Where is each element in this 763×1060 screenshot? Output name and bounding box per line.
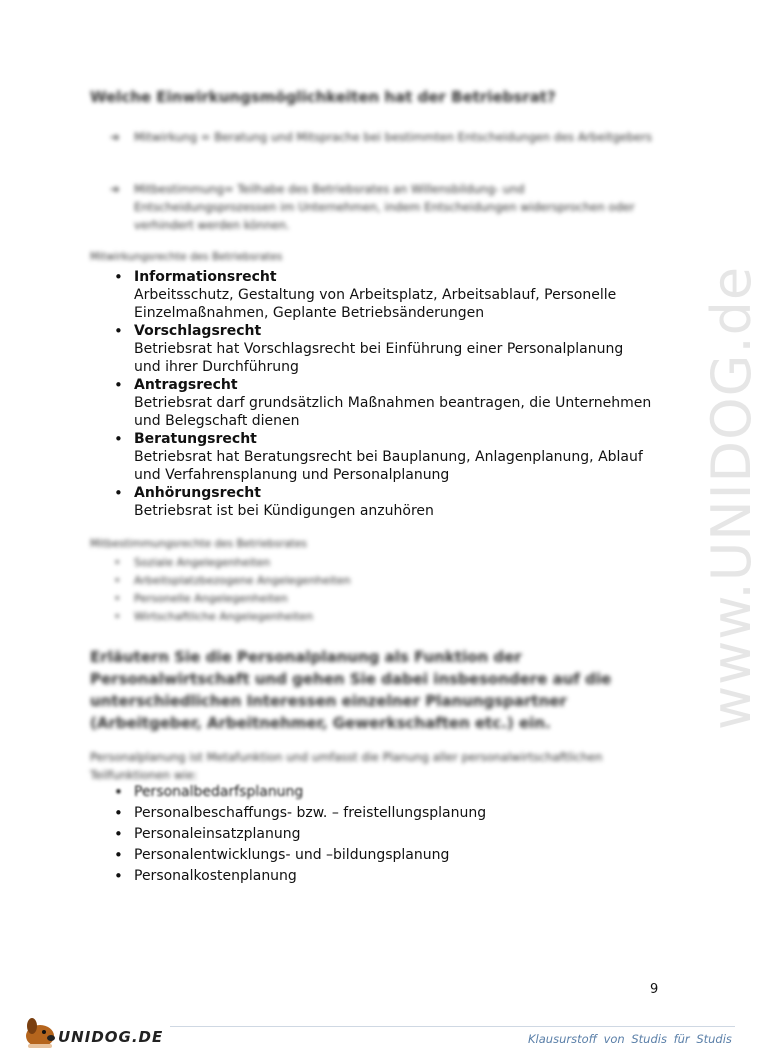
list-item: • Arbeitsplatzbezogene Angelegenheiten (112, 572, 351, 590)
arrow-item-mitbestimmung (112, 180, 652, 234)
rights-list (112, 268, 652, 520)
right-term: • Anhörungsrecht (134, 485, 261, 501)
planning-list (112, 782, 486, 887)
list-item (112, 322, 652, 376)
intro-paragraph: Personalplanung ist Metafunktion und umfasst die Planung aller personalwirtschaftlichen Teilfunktionen wie: (90, 750, 603, 782)
mitwirkung-heading: Mitwirkungsrechte des Betriebsrates (90, 251, 283, 263)
page-number: 9 (650, 982, 659, 997)
right-description: Betriebsrat hat Beratungsrecht bei Bauplanung, Anlagenplanung, Ablauf und Verfahrensplanung und Personalplanung (134, 449, 643, 483)
right-term: • Antragsrecht (134, 377, 238, 393)
list-item: • Personalkostenplanung (112, 866, 486, 887)
list-item: • Wirtschaftliche Angelegenheiten (112, 608, 351, 626)
list-item: • Personalentwicklungs- und –bildungsplanung (112, 845, 486, 866)
right-term: • Beratungsrecht (134, 431, 257, 447)
list-item (112, 268, 652, 322)
arrow-right-icon: ➔ (110, 182, 120, 196)
footer-divider (170, 1026, 735, 1027)
mitbestimmung-list (112, 554, 351, 626)
list-item: • Soziale Angelegenheiten (112, 554, 351, 572)
right-term: • Informationsrecht (134, 269, 277, 285)
arrow-right-icon: ➔ (110, 130, 120, 144)
arrow-item-text: Mitwirkung = Beratung und Mitsprache bei bestimmten Entscheidungen des Arbeitgebers (134, 130, 652, 144)
right-term: • Vorschlagsrecht (134, 323, 262, 339)
right-description: Betriebsrat darf grundsätzlich Maßnahmen beantragen, die Unternehmen und Belegschaft dienen (134, 395, 652, 429)
list-item: • Personaleinsatzplanung (112, 824, 486, 845)
arrow-item-text: Mitbestimmung= Teilhabe des Betriebsrates an Willensbildung- und Entscheidungsprozessen im Unternehmen, indem Entscheidungen widersprochen oder verhindert werden können. (134, 182, 635, 232)
mitbestimmung-heading: Mitbestimmungsrechte des Betriebsrates (90, 538, 307, 550)
arrow-item-mitwirkung (112, 128, 652, 146)
list-item (112, 430, 652, 484)
list-item (112, 484, 652, 520)
right-description: Betriebsrat hat Vorschlagsrecht bei Einführung einer Personalplanung und ihrer Durchführung (134, 341, 624, 375)
list-item: • Personalbedarfsplanung (112, 782, 486, 803)
list-item (112, 376, 652, 430)
list-item: • Personalbeschaffungs- bzw. – freistellungsplanung (112, 803, 486, 824)
question-1-heading: Welche Einwirkungsmöglichkeiten hat der Betriebsrat? (90, 88, 556, 106)
watermark: www.UNIDOG.de (700, 265, 763, 730)
right-description: Betriebsrat ist bei Kündigungen anzuhören (134, 503, 434, 519)
logo-text: UNIDOG.DE (58, 1028, 164, 1046)
right-description: Arbeitsschutz, Gestaltung von Arbeitsplatz, Arbeitsablauf, Personelle Einzelmaßnahmen, Geplante Betriebsänderungen (134, 287, 617, 321)
list-item: • Personelle Angelegenheiten (112, 590, 351, 608)
question-2-heading: Erläutern Sie die Personalplanung als Funktion der Personalwirtschaft und gehen Sie dabei insbesondere auf die unterschiedlichen Interessen einzelner Planungspartner (Arbeitgeber, Arbeitnehmer, Gewerkschaften etc.) ein. (90, 648, 612, 732)
footer-tagline: Klausurstoff von Studis für Studis (528, 1032, 732, 1046)
